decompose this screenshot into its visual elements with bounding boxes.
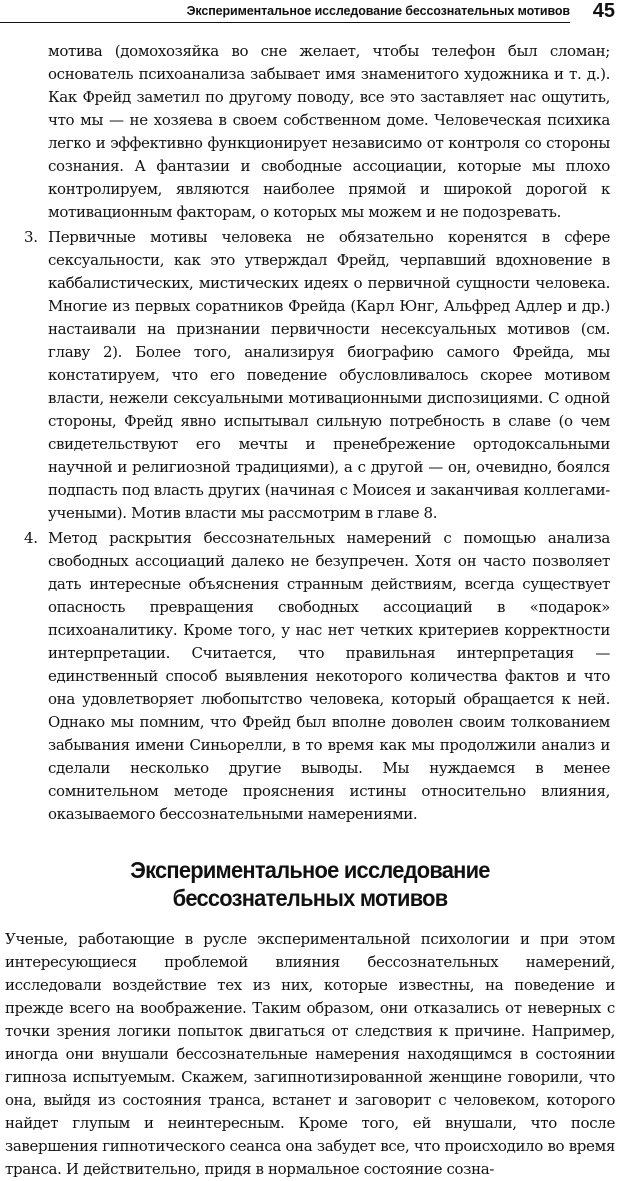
page-number: 45 bbox=[592, 0, 615, 22]
list-item-text: Первичные мотивы человека не обязательно коренятся в сфере сексуальности, как это утверждал Фрейд, черпавший вдохновение в каббалистических, мистических идеях о первичной сущности человека. Многие из первых соратников Фрейда (Карл Юнг, Альфред Адлер и др.) настаивали на признании первичности несексуальных мотивов (см. главу 2). Более того, анализируя биографию самого Фрейда, мы констатируем, что его поведение обусловливалось скорее мотивом власти, нежели сексуальными мотивационными диспозициями. С одной стороны, Фрейд явно испытывал сильную потребность в славе (о чем свидетельствуют его мечты и пренебрежение ортодоксальными научной и религиозной традициями), а с другой — он, очевидно, боялся подпасть под власть других (начиная с Моисея и заканчивая коллегами-учеными). Мотив власти мы рассмотрим в главе 8. bbox=[48, 228, 610, 522]
running-head-title: Экспериментальное исследование бессознательных мотивов bbox=[186, 4, 570, 18]
list-item-4 bbox=[24, 527, 610, 826]
numbered-list bbox=[24, 40, 610, 826]
list-item-number: 4. bbox=[24, 529, 38, 547]
continuation-paragraph: мотива (домохозяйка во сне желает, чтобы телефон был сломан; основатель психоанализа забывает имя знаменитого художника и т. д.). Как Фрейд заметил по другому поводу, все это заставляет нас ощутить, что мы — не хозяева в своем собственном доме. Человеческая психика легко и эффективно функционирует независимо от контроля со стороны сознания. А фантазии и свободные ассоциации, которые мы плохо контролируем, являются наиболее прямой и широкой дорогой к мотивационным факторам, о которых мы можем и не подозревать. bbox=[48, 42, 610, 221]
section-heading-line-1: Экспериментальное исследование bbox=[130, 857, 490, 883]
section-heading-line-2: бессознательных мотивов bbox=[172, 885, 448, 911]
page-content bbox=[0, 40, 620, 1181]
list-item-3 bbox=[24, 226, 610, 525]
list-item-number: 3. bbox=[24, 228, 38, 246]
section-heading bbox=[22, 856, 599, 912]
header-rule bbox=[0, 22, 570, 23]
list-item-text: Метод раскрытия бессознательных намерений с помощью анализа свободных ассоциаций далеко не безупречен. Хотя он часто позволяет дать интересные объяснения странным действиям, всегда существует опасность превращения свободных ассоциаций в «подарок» психоаналитику. Кроме того, у нас нет четких критериев корректности интерпретации. Считается, что правильная интерпретация — единственный способ выявления некоторого количества фактов и что она удовлетворяет любопытство человека, который обращается к ней. Однако мы помним, что Фрейд был вполне доволен своим толкованием забывания имени Синьорелли, в то время как мы продолжили анализ и сделали несколько другие выводы. Мы нуждаемся в менее сомнительном методе прояснения истины относительно влияния, оказываемого бессознательными намерениями. bbox=[48, 529, 610, 823]
section-paragraph: Ученые, работающие в русле экспериментальной психологии и при этом интересующиеся проблемой влияния бессознательных намерений, исследовали воздействие тех из них, которые известны, на поведение и прежде всего на воображение. Таким образом, они отказались от неверных с точки зрения логики попыток двигаться от следствия к причине. Например, иногда они внушали бессознательные намерения находящимся в состоянии гипноза испытуемым. Скажем, загипнотизированной женщине говорили, что она, выйдя из состояния транса, встанет и заговорит с человеком, которого найдет глупым и неинтересным. Кроме того, ей внушали, что после завершения гипнотического сеанса она забудет все, что происходило во время транса. И действительно, придя в нормальное состояние созна- bbox=[5, 930, 615, 1178]
running-head bbox=[0, 0, 620, 30]
